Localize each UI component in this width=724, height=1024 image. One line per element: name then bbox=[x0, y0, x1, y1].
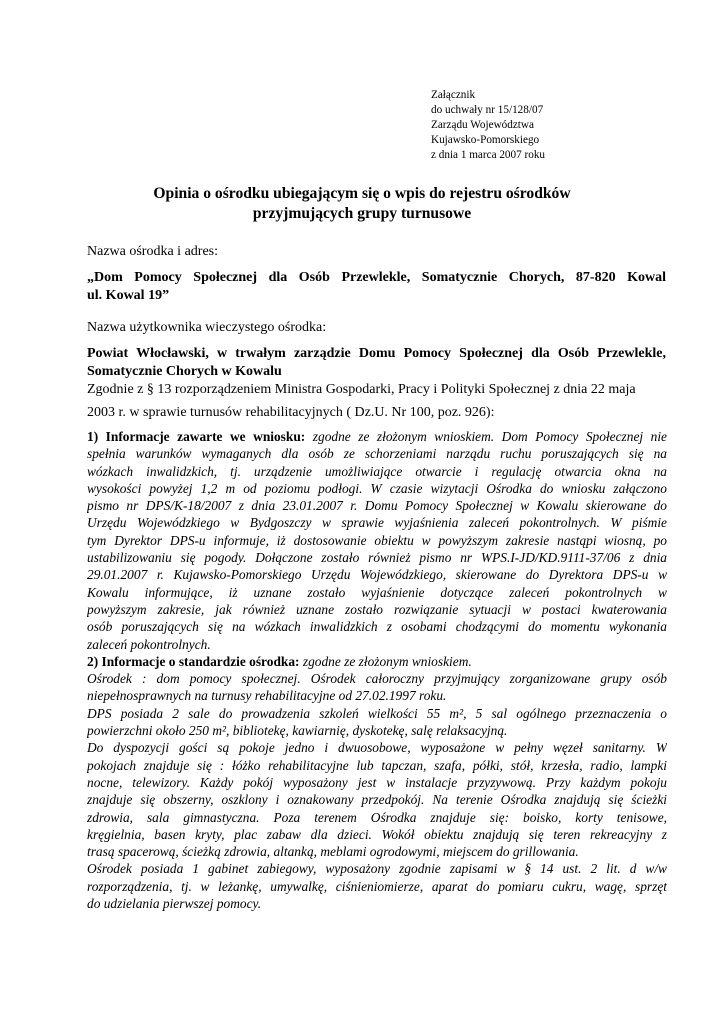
section1-line: Urzędu Wojewódzkiego w Bydgoszczy w sprawie wyjaśnienia zaleceń pokontrolnych. W piśmie bbox=[87, 515, 667, 531]
annex-line: Zarządu Województwa bbox=[431, 119, 534, 131]
section2-line: trasą spacerową, ścieżką zdrowia, altanką, meblami ogrodowymi, miejscem do grillowania. bbox=[87, 844, 579, 860]
section2-line: niepełnosprawnych na turnusy rehabilitacyjne od 27.02.1997 roku. bbox=[87, 688, 447, 704]
section2-heading: 2) Informacje o standardzie ośrodka: bbox=[87, 653, 300, 669]
section2-line: Ośrodek : dom pomocy społecznej. Ośrodek całoroczny przyjmujący zorganizowane grupy osób bbox=[87, 671, 667, 687]
section2-line: powierzchni około 250 m², bibliotekę, kawiarnię, dyskotekę, salę relaksacyjną. bbox=[87, 723, 508, 739]
section1-line: wózkach inwalidzkich, tj. urządzenie umożliwiające otwarcie i regulację otwarcia okna na bbox=[87, 463, 667, 479]
title-line: przyjmujących grupy turnusowe bbox=[252, 205, 472, 222]
annex-line: z dnia 1 marca 2007 roku bbox=[431, 149, 546, 161]
section2-line: Do dyspozycji gości są pokoje jedno i dwuosobowe, wyposażone w pełny węzeł sanitarny. W bbox=[87, 740, 667, 756]
information-sections bbox=[87, 428, 667, 912]
section1-line: tym Dyrektor DPS-u informuje, iż dostosowanie obiektu w powyższym zakresie nastąpi wiosną, po bbox=[87, 532, 667, 548]
section1-line: zaleceń pokontrolnych. bbox=[87, 636, 211, 652]
section2-line: do udzielania pierwszej pomocy. bbox=[87, 896, 262, 912]
legal-basis-line: Zgodnie z § 13 rozporządzeniem Ministra Gospodarki, Pracy i Polityki Społecznej z dnia 22 maja bbox=[87, 382, 636, 397]
section1-line: wysokości powyżej 1,2 m od poziomu podłogi. W czasie wizytacji Ośrodka do wniosku załączono bbox=[87, 480, 667, 496]
section1-line: osób poruszających się na wózkach inwalidzkich z osobami chodzącymi do momentu wykonania bbox=[87, 619, 667, 635]
section1-line: ustabilizowaniu się pogody. Dołączone zostało również pismo nr WPS.I-JD/KD.9111-37/06 z dnia bbox=[87, 550, 667, 566]
section1-line: Kowalu informujące, iż uznane zostało wyjaśnienie dotyczące zaleceń pokontrolnych w bbox=[87, 584, 667, 600]
annex-note bbox=[431, 88, 545, 163]
section2-line: DPS posiada 2 sale do prowadzenia szkoleń wielkości 55 m², 5 sal ogólnego przeznaczenia o bbox=[87, 705, 667, 721]
annex-line: Załącznik bbox=[431, 89, 476, 101]
section2-line: znajduje się obszerny, oszklony i oznakowany przedpokój. Na terenie Ośrodka znajdują się ścieżki bbox=[87, 792, 667, 808]
section2-line: rozporządzenia, tj. w leżankę, umywalkę, ciśnieniomierze, aparat do pomiaru cukru, wagę, sprzęt bbox=[87, 878, 667, 894]
section1-line: spełnia warunków wymaganych dla osób ze schorzeniami narządu ruchu poruszających się na bbox=[87, 446, 667, 462]
owner-value bbox=[87, 345, 666, 381]
facility-name-line: ul. Kowal 19” bbox=[87, 288, 170, 303]
owner-line: Somatycznie Chorych w Kowalu bbox=[87, 364, 282, 379]
section2-line: nocne, telewizory. Każdy pokój wyposażony jest w instalacje przyzywową. Przy każdym pokoju bbox=[87, 774, 667, 790]
section1-text: zgodne ze złożonym wnioskiem. Dom Pomocy Społecznej nie bbox=[312, 429, 667, 444]
section1-line: pismo nr DPS/K-18/2007 z dnia 23.01.2007 r. Domu Pomocy Społecznej w Kowalu skierowane do bbox=[87, 498, 667, 514]
facility-name-value bbox=[87, 269, 666, 305]
owner-label: Nazwa użytkownika wieczystego ośrodka: bbox=[87, 320, 327, 335]
owner-line: Powiat Włocławski, w trwałym zarządzie Domu Pomocy Społecznej dla Osób Przewlekle, bbox=[87, 346, 666, 361]
annex-line: Kujawsko-Pomorskiego bbox=[431, 134, 540, 146]
facility-name-label: Nazwa ośrodka i adres: bbox=[87, 244, 219, 259]
title-line: Opinia o ośrodku ubiegającym się o wpis do rejestru ośrodków bbox=[153, 185, 571, 202]
section2-line: pokojach znajduje się : łóżko rehabilitacyjne lub tapczan, szafa, półki, stół, krzesła, radio, lampki bbox=[87, 757, 667, 773]
section2-line: zdrowia, sala gimnastyczna. Poza terenem Ośrodka znajduje się: boisko, korty tenisowe, bbox=[87, 809, 667, 825]
legal-basis-line: 2003 r. w sprawie turnusów rehabilitacyjnych ( Dz.U. Nr 100, poz. 926): bbox=[87, 405, 495, 420]
section1-first-line bbox=[87, 428, 667, 445]
section2-first-line bbox=[87, 653, 667, 670]
section1-line: 29.01.2007 r. Kujawsko-Pomorskiego Urzędu Wojewódzkiego, skierowane do Dyrektora DPS-u w bbox=[87, 567, 667, 583]
section2-text: zgodne ze złożonym wnioskiem. bbox=[302, 653, 472, 669]
annex-line: do uchwały nr 15/128/07 bbox=[431, 104, 544, 116]
section2-line: kręgielnia, basen kryty, plac zabaw dla dzieci. Wokół obiektu znajdują się teren rekreacyjny z bbox=[87, 826, 667, 842]
document-title bbox=[60, 184, 664, 224]
section2-line: Ośrodek posiada 1 gabinet zabiegowy, wyposażony zgodnie zapisami w § 14 ust. 2 lit. d w/w bbox=[87, 861, 667, 877]
section1-line: powyższym zakresie, jak również uznane zostało rozwiązanie sytuacji w postaci kwaterowania bbox=[87, 601, 667, 617]
section1-heading: 1) Informacje zawarte we wniosku: bbox=[87, 429, 306, 444]
facility-name-line: „Dom Pomocy Społecznej dla Osób Przewlekle, Somatycznie Chorych, 87-820 Kowal bbox=[87, 270, 666, 285]
